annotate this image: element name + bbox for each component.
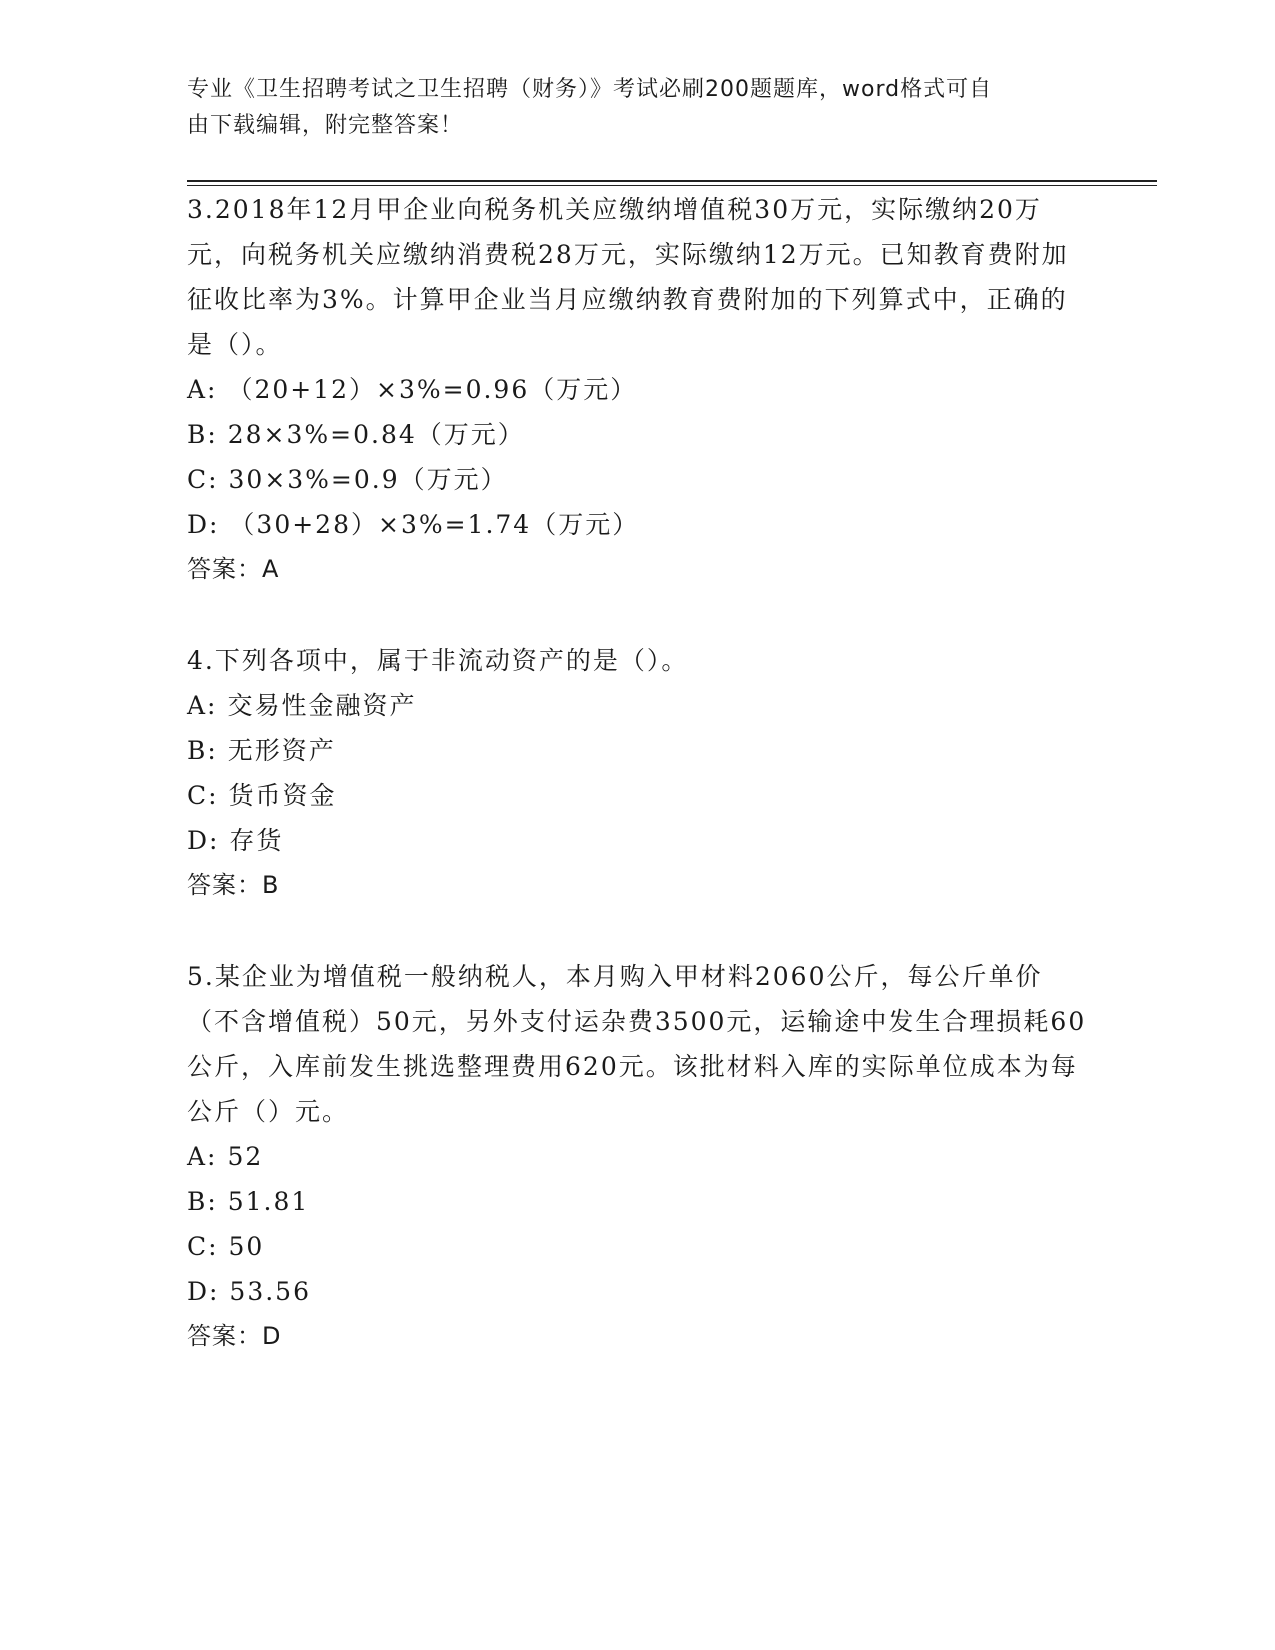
option-c bbox=[187, 773, 1087, 818]
header-divider-thin bbox=[187, 185, 1157, 186]
option-label: D: bbox=[187, 510, 220, 539]
option-label: D: bbox=[187, 1277, 220, 1306]
option-text: （30+28）×3%=1.74（万元） bbox=[229, 510, 640, 539]
question-item bbox=[187, 954, 1087, 1359]
option-a bbox=[187, 683, 1087, 728]
answer-line: 答案：B bbox=[187, 871, 280, 899]
option-text: 交易性金融资产 bbox=[227, 691, 417, 720]
option-text: 存货 bbox=[229, 826, 284, 855]
header-divider-thick bbox=[187, 180, 1157, 182]
option-label: C: bbox=[187, 781, 219, 810]
option-label: D: bbox=[187, 826, 220, 855]
document-header bbox=[187, 72, 1067, 144]
option-label: C: bbox=[187, 465, 219, 494]
option-text: （20+12）×3%=0.96（万元） bbox=[227, 375, 638, 404]
answer-line: 答案：A bbox=[187, 555, 280, 583]
header-line-2: 由下载编辑，附完整答案！ bbox=[187, 113, 464, 138]
question-item bbox=[187, 638, 1087, 908]
option-d bbox=[187, 818, 1087, 863]
option-d bbox=[187, 1269, 1087, 1314]
option-text: 53.56 bbox=[229, 1277, 311, 1306]
option-text: 51.81 bbox=[227, 1187, 310, 1216]
option-text: 货币资金 bbox=[228, 781, 337, 810]
option-label: C: bbox=[187, 1232, 219, 1261]
option-label: A: bbox=[187, 375, 218, 404]
option-label: B: bbox=[187, 736, 218, 765]
option-text: 28×3%=0.84（万元） bbox=[227, 420, 525, 449]
question-stem: 4.下列各项中，属于非流动资产的是（）。 bbox=[187, 646, 689, 675]
option-label: A: bbox=[187, 691, 218, 720]
question-list bbox=[187, 187, 1087, 1405]
option-a bbox=[187, 1134, 1087, 1179]
option-a bbox=[187, 367, 1087, 412]
question-stem: 5.某企业为增值税一般纳税人，本月购入甲材料2060公斤，每公斤单价（不含增值税）50元，另外支付运杂费3500元，运输途中发生合理损耗60公斤，入库前发生挑选整理费用620元。该批材料入库的实际单位成本为每公斤（）元。 bbox=[187, 962, 1087, 1126]
option-c bbox=[187, 1224, 1087, 1269]
option-text: 无形资产 bbox=[227, 736, 336, 765]
option-label: A: bbox=[187, 1142, 218, 1171]
option-label: B: bbox=[187, 1187, 218, 1216]
option-label: B: bbox=[187, 420, 218, 449]
question-item bbox=[187, 187, 1087, 592]
option-d bbox=[187, 502, 1087, 547]
option-b bbox=[187, 412, 1087, 457]
option-c bbox=[187, 457, 1087, 502]
option-b bbox=[187, 1179, 1087, 1224]
option-text: 52 bbox=[227, 1142, 264, 1171]
option-text: 50 bbox=[228, 1232, 265, 1261]
option-b bbox=[187, 728, 1087, 773]
question-stem: 3.2018年12月甲企业向税务机关应缴纳增值税30万元，实际缴纳20万元，向税务机关应缴纳消费税28万元，实际缴纳12万元。已知教育费附加征收比率为3%。计算甲企业当月应缴纳教育费附加的下列算式中，正确的是（）。 bbox=[187, 195, 1069, 359]
header-line-1: 专业《卫生招聘考试之卫生招聘（财务）》考试必刷200题题库，word格式可自 bbox=[187, 77, 993, 102]
option-text: 30×3%=0.9（万元） bbox=[228, 465, 508, 494]
answer-line: 答案：D bbox=[187, 1322, 282, 1350]
